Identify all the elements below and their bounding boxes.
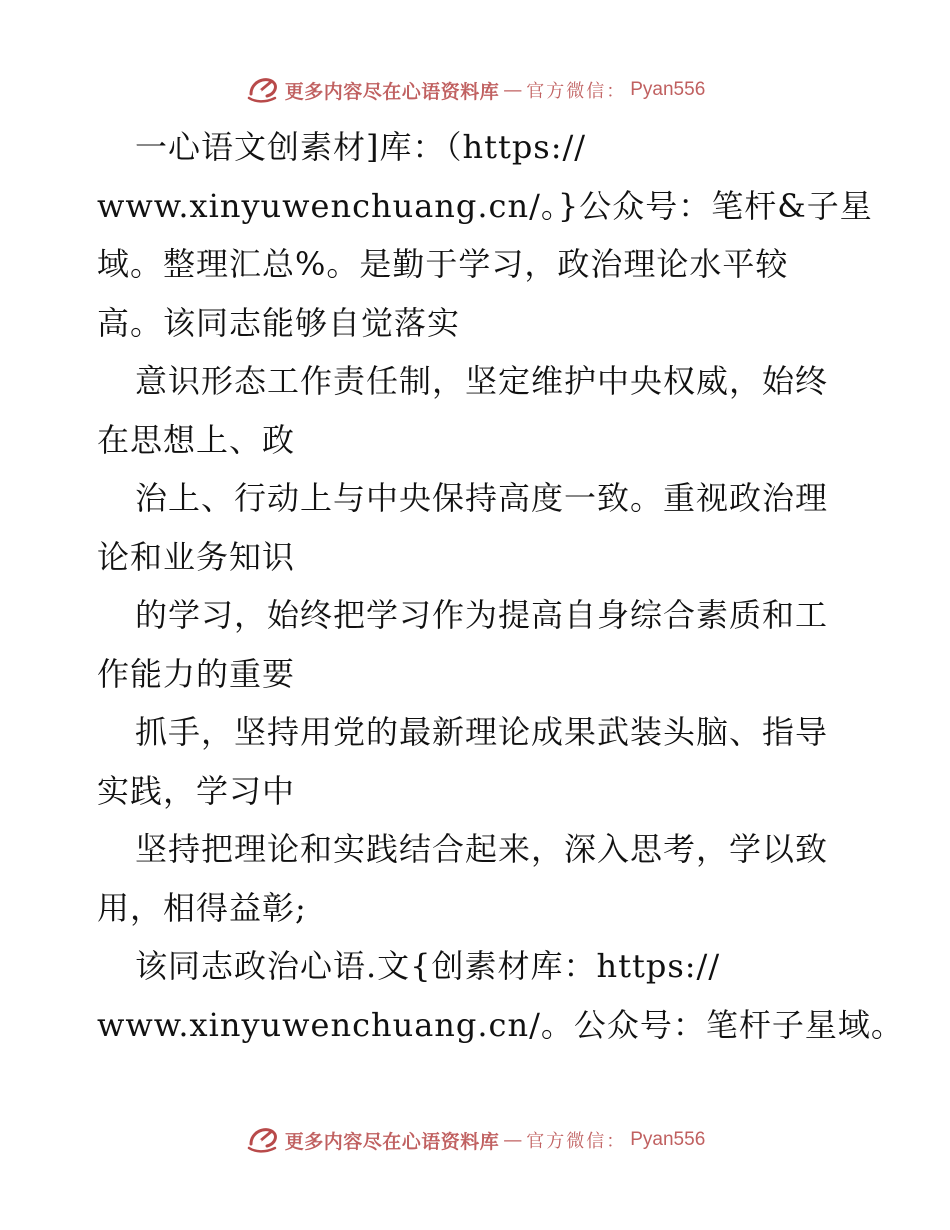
- body-line-4: 高。该同志能够自觉落实: [97, 303, 461, 342]
- body-line-11: 抓手，坚持用党的最新理论成果武装头脑、指导: [135, 713, 829, 751]
- body-line-6: 在思想上、政: [97, 420, 296, 459]
- body-line-14: 用，相得益彰;: [97, 888, 307, 927]
- banner-separator: —: [503, 79, 523, 101]
- banner-brand-text: 更多内容尽在心语资料库: [284, 80, 500, 103]
- body-line-13: 坚持把理论和实践结合起来，深入思考，学以致: [135, 830, 829, 868]
- document-body: [97, 118, 904, 1054]
- body-line-9: 的学习，始终把学习作为提高自身综合素质和工: [135, 596, 829, 634]
- banner-wechat-id: Pyan556: [630, 1129, 706, 1150]
- body-line-15: 该同志政治心语.文{创素材库：https://: [135, 947, 721, 985]
- body-line-5: 意识形态工作责任制，坚定维护中央权威，始终: [135, 362, 829, 400]
- banner-wechat-label: 官方微信：: [526, 1131, 627, 1152]
- body-line-1: 一心语文创素材]库：（https://: [135, 128, 587, 166]
- body-line-10: 作能力的重要: [97, 654, 296, 693]
- body-line-12: 实践，学习中: [97, 771, 296, 810]
- header-banner: [0, 70, 950, 110]
- pen-swirl-logo-icon: [245, 1122, 281, 1158]
- body-line-3: 域。整理汇总%。是勤于学习，政治理论水平较: [97, 245, 789, 283]
- body-line-2: www.xinyuwenchuang.cn/。}公众号：笔杆&子星: [97, 186, 873, 225]
- banner-wechat-label: 官方微信：: [526, 81, 627, 102]
- body-line-16: www.xinyuwenchuang.cn/。公众号：笔杆子星域。: [97, 1005, 904, 1044]
- footer-banner: [0, 1120, 950, 1160]
- banner-wechat-id: Pyan556: [630, 79, 706, 100]
- body-line-7: 治上、行动上与中央保持高度一致。重视政治理: [135, 479, 829, 517]
- body-line-8: 论和业务知识: [97, 537, 296, 576]
- pen-swirl-logo-icon: [245, 72, 281, 108]
- banner-brand-text: 更多内容尽在心语资料库: [284, 1130, 500, 1153]
- banner-separator: —: [503, 1129, 523, 1151]
